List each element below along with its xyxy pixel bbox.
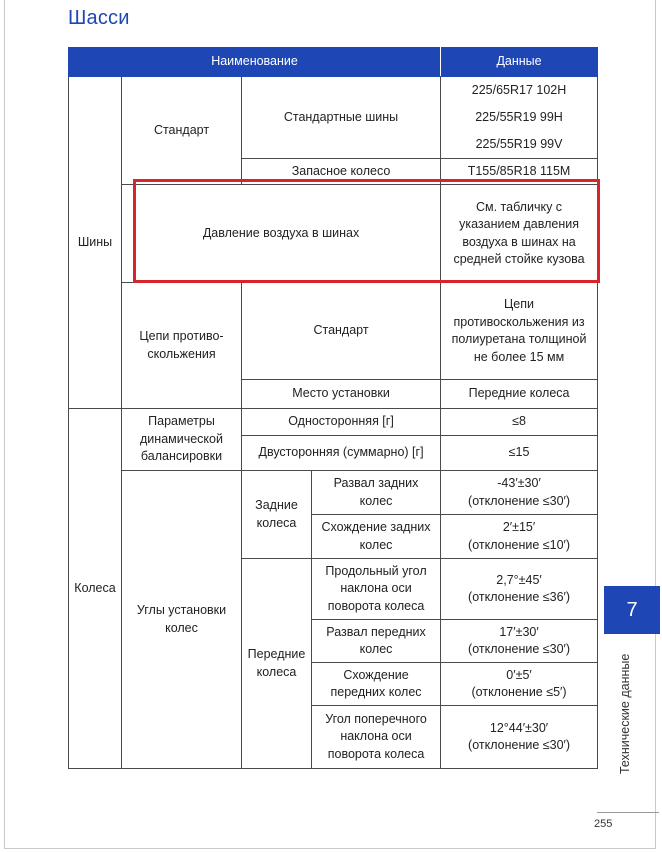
rear-toe-value bbox=[441, 515, 598, 559]
table-row bbox=[69, 77, 598, 105]
rear-toe-label: Схождение задних колес bbox=[312, 515, 441, 559]
header-name: Наименование bbox=[69, 48, 441, 77]
tire-size-1: 225/65R17 102H bbox=[441, 77, 598, 105]
table-row bbox=[69, 409, 598, 436]
two-sided-label: Двусторонняя (суммарно) [г] bbox=[242, 436, 441, 471]
table-header-row bbox=[69, 48, 598, 77]
front-camber-value bbox=[441, 620, 598, 663]
standard-tires-label: Стандартные шины bbox=[242, 77, 441, 159]
header-data: Данные bbox=[441, 48, 598, 77]
chains-standard-label: Стандарт bbox=[242, 283, 441, 380]
chapter-side-label: Технические данные bbox=[618, 653, 632, 775]
chains-location-value: Передние колеса bbox=[441, 380, 598, 409]
section-title: Шасси bbox=[68, 7, 130, 29]
table-row bbox=[69, 471, 598, 515]
tire-pressure-value: См. табличку с указанием давления воздуха в шинах на средней стойке кузова bbox=[441, 185, 598, 283]
rear-camber-tolerance: (отклонение ≤30′) bbox=[468, 493, 571, 508]
front-toe-nominal: 0′±5′ bbox=[506, 667, 532, 682]
one-sided-label: Односторонняя [г] bbox=[242, 409, 441, 436]
front-toe-value bbox=[441, 663, 598, 706]
chapter-number-tab: 7 bbox=[604, 586, 660, 634]
caster-tolerance: (отклонение ≤36′) bbox=[468, 590, 571, 604]
chains-location-label: Место установки bbox=[242, 380, 441, 409]
front-camber-label: Развал передних колес bbox=[312, 620, 441, 663]
balancing-cell: Параметры динамической балансировки bbox=[122, 409, 242, 471]
one-sided-value: ≤8 bbox=[441, 409, 598, 436]
front-wheels-cell: Передние колеса bbox=[242, 559, 312, 769]
spare-wheel-value: T155/85R18 115M bbox=[441, 159, 598, 185]
wheels-group-cell: Колеса bbox=[69, 409, 122, 769]
caster-value bbox=[441, 559, 598, 620]
rear-camber-value bbox=[441, 471, 598, 515]
front-camber-tolerance: (отклонение ≤30′) bbox=[468, 642, 571, 656]
rear-toe-tolerance: (отклонение ≤10′) bbox=[468, 537, 571, 552]
tire-size-2: 225/55R19 99H bbox=[441, 104, 598, 131]
rear-camber-nominal: -43′±30′ bbox=[497, 476, 541, 490]
rear-camber-label: Развал задних колес bbox=[312, 471, 441, 515]
snow-chains-cell: Цепи противо-скольжения bbox=[122, 283, 242, 409]
rear-toe-nominal: 2′±15′ bbox=[502, 520, 536, 534]
caster-nominal: 2,7°±45′ bbox=[496, 572, 542, 587]
kingpin-nominal: 12°44′±30′ bbox=[489, 720, 549, 735]
caster-label: Продольный угол наклона оси поворота колеса bbox=[312, 559, 441, 620]
kingpin-value bbox=[441, 706, 598, 769]
front-camber-nominal: 17′±30′ bbox=[499, 624, 539, 639]
page-number: 255 bbox=[594, 818, 613, 830]
tires-group-cell: Шины bbox=[69, 77, 122, 409]
spare-wheel-label: Запасное колесо bbox=[242, 159, 441, 185]
kingpin-tolerance: (отклонение ≤30′) bbox=[468, 738, 571, 752]
kingpin-label: Угол поперечного наклона оси поворота колеса bbox=[312, 706, 441, 769]
two-sided-value: ≤15 bbox=[441, 436, 598, 471]
table-row bbox=[69, 283, 598, 380]
front-toe-tolerance: (отклонение ≤5′) bbox=[471, 685, 567, 699]
highlight-frame bbox=[133, 179, 600, 283]
tire-pressure-label: Давление воздуха в шинах bbox=[122, 185, 441, 283]
tires-standard-cell: Стандарт bbox=[122, 77, 242, 185]
tire-size-3: 225/55R19 99V bbox=[441, 131, 598, 159]
front-toe-label: Схождение передних колес bbox=[312, 663, 441, 706]
chassis-spec-table bbox=[68, 47, 598, 769]
alignment-cell: Углы установки колес bbox=[122, 471, 242, 769]
page-footer-divider bbox=[597, 812, 659, 813]
chains-standard-value: Цепи противоскольжения из полиуретана толщиной не более 15 мм bbox=[441, 283, 598, 380]
rear-wheels-cell: Задние колеса bbox=[242, 471, 312, 559]
